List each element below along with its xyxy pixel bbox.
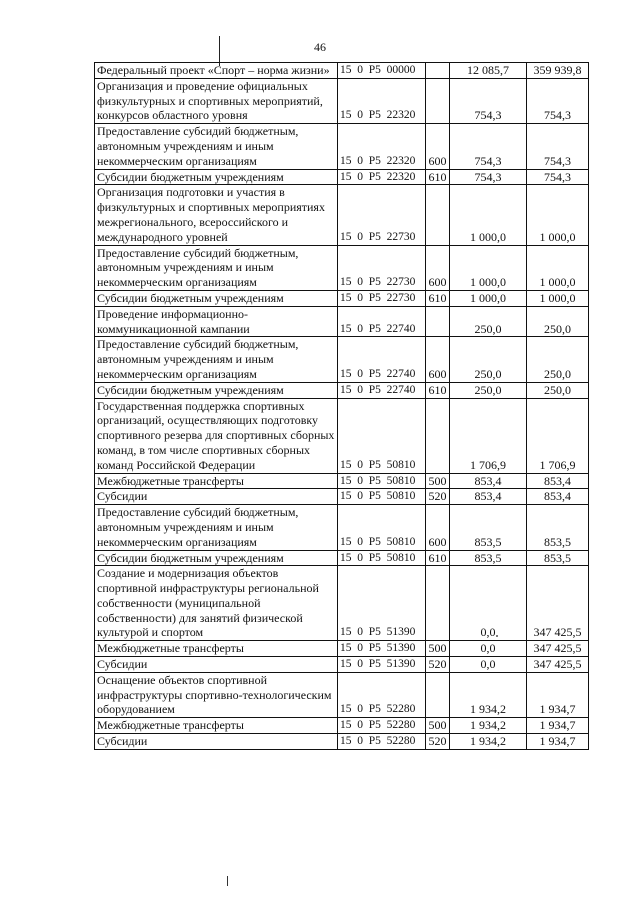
- row-value-1: 853,4: [450, 473, 527, 489]
- table-row: [95, 489, 589, 505]
- row-value-2: 1 934,7: [527, 672, 589, 717]
- row-name: Федеральный проект «Спорт – норма жизни»: [95, 63, 338, 79]
- row-code: 15 0 Р5 22730: [338, 185, 426, 245]
- row-name: Субсидии бюджетным учреждениям: [95, 382, 338, 398]
- table-row: [95, 382, 589, 398]
- row-name: Субсидии: [95, 489, 338, 505]
- row-code: 15 0 Р5 51390: [338, 657, 426, 673]
- table-row: [95, 641, 589, 657]
- row-expense-type: [426, 78, 450, 123]
- row-name: Организация и проведение официальных физкультурных и спортивных мероприятий, конкурсов областного уровня: [95, 78, 338, 123]
- row-value-2: 754,3: [527, 169, 589, 185]
- row-expense-type: 610: [426, 169, 450, 185]
- row-expense-type: [426, 398, 450, 473]
- row-code: 15 0 Р5 51390: [338, 566, 426, 641]
- row-code: 15 0 Р5 50810: [338, 489, 426, 505]
- row-value-1: 0,0: [450, 657, 527, 673]
- table-row: [95, 245, 589, 290]
- row-name: Предоставление субсидий бюджетным, автономным учреждениям и иным некоммерческим организациям: [95, 124, 338, 169]
- table-row: [95, 185, 589, 245]
- table-row: [95, 124, 589, 169]
- row-code: 15 0 Р5 50810: [338, 398, 426, 473]
- row-value-1: 754,3: [450, 124, 527, 169]
- row-code: 15 0 Р5 22740: [338, 337, 426, 382]
- row-value-2: 347 425,5: [527, 657, 589, 673]
- row-value-2: 250,0: [527, 382, 589, 398]
- row-code: 15 0 Р5 50810: [338, 550, 426, 566]
- row-value-2: 359 939,8: [527, 63, 589, 79]
- row-expense-type: [426, 672, 450, 717]
- row-value-1: 12 085,7: [450, 63, 527, 79]
- margin-mark: [227, 876, 228, 886]
- row-value-2: 347 425,5: [527, 641, 589, 657]
- row-expense-type: 610: [426, 550, 450, 566]
- row-value-1: 1 934,2: [450, 718, 527, 734]
- budget-table: [94, 62, 589, 750]
- row-code: 15 0 Р5 51390: [338, 641, 426, 657]
- table-row: [95, 550, 589, 566]
- table-body: [95, 63, 589, 750]
- row-expense-type: 600: [426, 245, 450, 290]
- row-name: Создание и модернизация объектов спортивной инфраструктуры региональной собственности (муниципальной собственности) для занятий физической культурой и спортом: [95, 566, 338, 641]
- row-code: 15 0 Р5 22740: [338, 306, 426, 337]
- row-code: 15 0 Р5 22730: [338, 245, 426, 290]
- row-expense-type: 500: [426, 641, 450, 657]
- table-row: [95, 672, 589, 717]
- row-name: Субсидии бюджетным учреждениям: [95, 169, 338, 185]
- row-expense-type: [426, 306, 450, 337]
- row-value-2: 250,0: [527, 306, 589, 337]
- row-name: Организация подготовки и участия в физкультурных и спортивных мероприятиях межрегионального, всероссийского и международного уровней: [95, 185, 338, 245]
- row-name: Субсидии бюджетным учреждениям: [95, 550, 338, 566]
- table-row: [95, 337, 589, 382]
- row-expense-type: [426, 566, 450, 641]
- row-value-1: 1 000,0: [450, 245, 527, 290]
- row-code: 15 0 Р5 22730: [338, 290, 426, 306]
- table-row: [95, 718, 589, 734]
- row-value-2: 347 425,5: [527, 566, 589, 641]
- row-value-2: 1 000,0: [527, 185, 589, 245]
- page-number: 46: [314, 40, 326, 54]
- row-code: 15 0 Р5 22320: [338, 169, 426, 185]
- row-code: 15 0 Р5 52280: [338, 672, 426, 717]
- row-value-1: 250,0: [450, 337, 527, 382]
- row-expense-type: 600: [426, 505, 450, 550]
- row-expense-type: [426, 63, 450, 79]
- table-row: [95, 505, 589, 550]
- row-code: 15 0 Р5 22320: [338, 78, 426, 123]
- row-expense-type: 520: [426, 657, 450, 673]
- row-code: 15 0 Р5 22320: [338, 124, 426, 169]
- row-name: Предоставление субсидий бюджетным, автономным учреждениям и иным некоммерческим организациям: [95, 245, 338, 290]
- row-name: Межбюджетные трансферты: [95, 473, 338, 489]
- row-value-1: 1 706,9: [450, 398, 527, 473]
- row-value-1: 853,5: [450, 505, 527, 550]
- row-value-2: 1 000,0: [527, 290, 589, 306]
- scan-speck: [496, 635, 498, 637]
- row-name: Межбюджетные трансферты: [95, 718, 338, 734]
- row-value-2: 1 000,0: [527, 245, 589, 290]
- row-value-2: 853,4: [527, 473, 589, 489]
- row-code: 15 0 Р5 50810: [338, 505, 426, 550]
- row-name: Предоставление субсидий бюджетным, автономным учреждениям и иным некоммерческим организациям: [95, 337, 338, 382]
- row-value-1: 754,3: [450, 169, 527, 185]
- row-value-2: 250,0: [527, 337, 589, 382]
- table-row: [95, 290, 589, 306]
- row-name: Субсидии бюджетным учреждениям: [95, 290, 338, 306]
- row-expense-type: 500: [426, 718, 450, 734]
- row-name: Государственная поддержка спортивных организаций, осуществляющих подготовку спортивного резерва для спортивных сборных команд, в том числе спортивных сборных команд Российской Федерации: [95, 398, 338, 473]
- row-value-2: 853,4: [527, 489, 589, 505]
- row-name: Предоставление субсидий бюджетным, автономным учреждениям и иным некоммерческим организациям: [95, 505, 338, 550]
- row-expense-type: 520: [426, 489, 450, 505]
- table-row: [95, 169, 589, 185]
- row-value-2: 1 934,7: [527, 718, 589, 734]
- row-code: 15 0 Р5 52280: [338, 718, 426, 734]
- row-value-2: 853,5: [527, 550, 589, 566]
- row-value-1: 1 934,2: [450, 672, 527, 717]
- row-value-1: 853,4: [450, 489, 527, 505]
- table-row: [95, 306, 589, 337]
- row-value-2: 754,3: [527, 124, 589, 169]
- row-expense-type: 610: [426, 290, 450, 306]
- row-value-2: 754,3: [527, 78, 589, 123]
- table-row: [95, 734, 589, 750]
- row-value-2: 1 934,7: [527, 734, 589, 750]
- table-row: [95, 473, 589, 489]
- row-code: 15 0 Р5 22740: [338, 382, 426, 398]
- row-expense-type: [426, 185, 450, 245]
- row-value-1: 0,0: [450, 566, 527, 641]
- row-code: 15 0 Р5 50810: [338, 473, 426, 489]
- table-row: [95, 566, 589, 641]
- row-name: Межбюджетные трансферты: [95, 641, 338, 657]
- row-value-1: 1 934,2: [450, 734, 527, 750]
- table-row: [95, 398, 589, 473]
- row-code: 15 0 Р5 52280: [338, 734, 426, 750]
- row-name: Оснащение объектов спортивной инфраструктуры спортивно-технологическим оборудованием: [95, 672, 338, 717]
- row-expense-type: 600: [426, 337, 450, 382]
- row-value-1: 754,3: [450, 78, 527, 123]
- row-value-1: 0,0: [450, 641, 527, 657]
- row-expense-type: 520: [426, 734, 450, 750]
- row-expense-type: 500: [426, 473, 450, 489]
- table-row: [95, 63, 589, 79]
- row-value-1: 1 000,0: [450, 185, 527, 245]
- table-row: [95, 78, 589, 123]
- row-expense-type: 610: [426, 382, 450, 398]
- row-value-2: 1 706,9: [527, 398, 589, 473]
- row-value-1: 250,0: [450, 382, 527, 398]
- row-value-1: 250,0: [450, 306, 527, 337]
- row-name: Субсидии: [95, 734, 338, 750]
- row-value-2: 853,5: [527, 505, 589, 550]
- row-value-1: 1 000,0: [450, 290, 527, 306]
- row-code: 15 0 Р5 00000: [338, 63, 426, 79]
- table-row: [95, 657, 589, 673]
- row-name: Субсидии: [95, 657, 338, 673]
- row-value-1: 853,5: [450, 550, 527, 566]
- row-expense-type: 600: [426, 124, 450, 169]
- row-name: Проведение информационно-коммуникационной кампании: [95, 306, 338, 337]
